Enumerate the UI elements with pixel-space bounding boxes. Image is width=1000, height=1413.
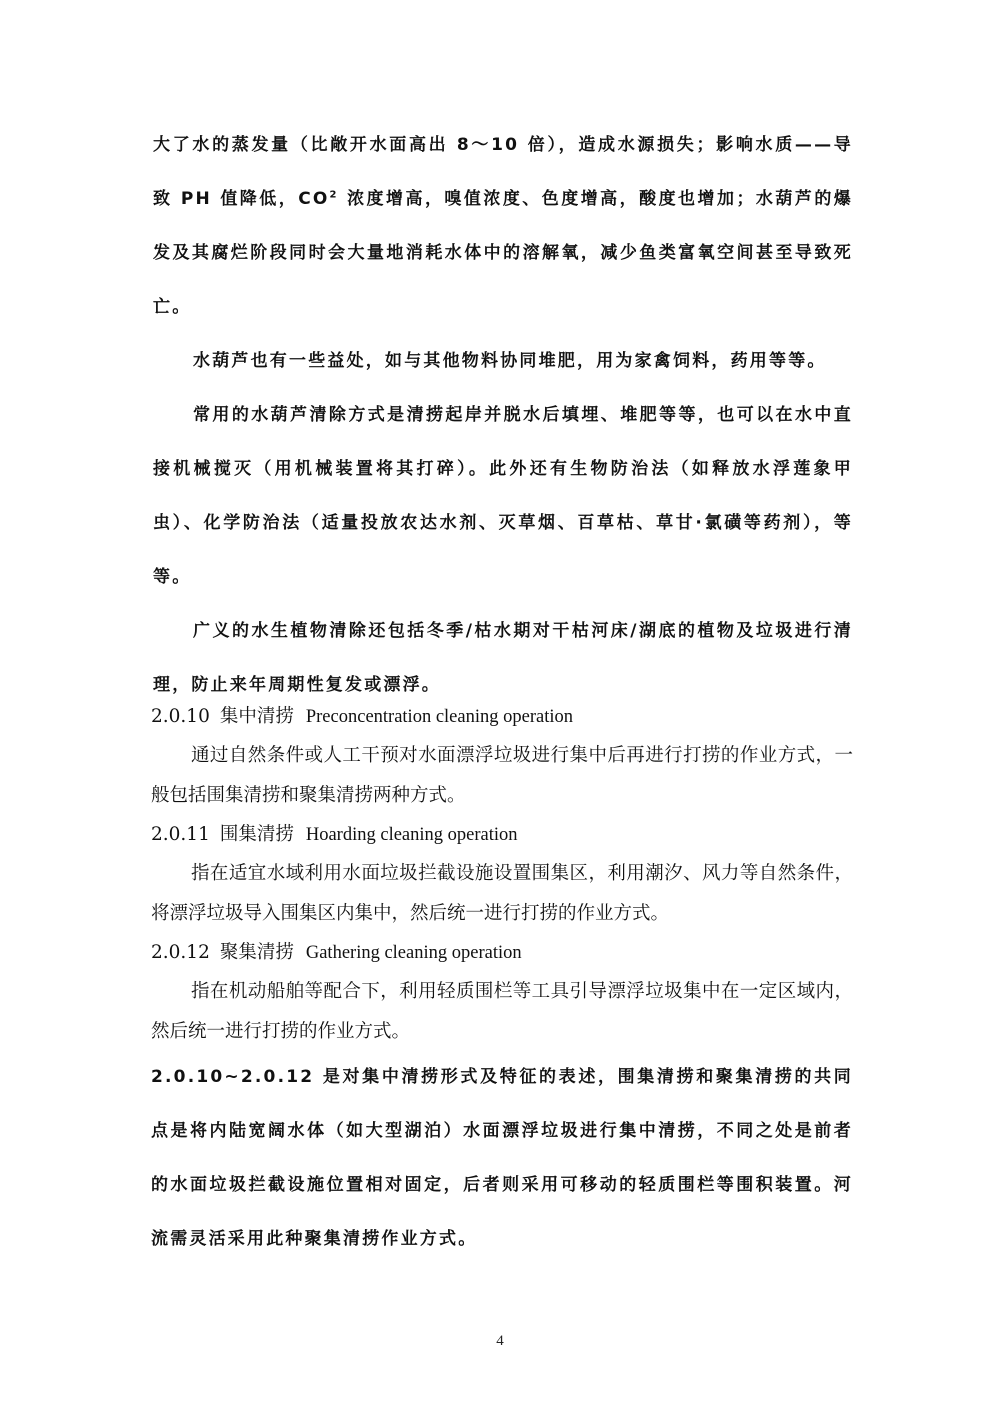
clause-number: 2.0.12 bbox=[151, 942, 210, 963]
clause-heading bbox=[151, 698, 853, 736]
clause-term: 聚集清捞 bbox=[219, 942, 294, 963]
explanation-paragraph-1 bbox=[153, 118, 853, 334]
clause-term: 围集清捞 bbox=[219, 824, 294, 845]
explanation-paragraph-4: 广义的水生植物清除还包括冬季/枯水期对干枯河床/湖底的植物及垃圾进行清理，防止来年周期性复发或漂浮。 bbox=[153, 621, 853, 695]
clauses-block bbox=[151, 698, 853, 1052]
clause-number: 2.0.11 bbox=[151, 824, 210, 845]
clause-definition: 指在适宜水域利用水面垃圾拦截设施设置围集区，利用潮汐、风力等自然条件，将漂浮垃圾导入围集区内集中，然后统一进行打捞的作业方式。 bbox=[151, 863, 853, 924]
page-number: 4 bbox=[496, 1333, 504, 1349]
explanation-paragraph-2: 水葫芦也有一些益处，如与其他物料协同堆肥，用为家禽饲料，药用等等。 bbox=[193, 351, 827, 371]
superscript: 2 bbox=[329, 189, 339, 201]
clause-term-english: Hoarding cleaning operation bbox=[305, 825, 518, 845]
explanation-paragraph-3: 常用的水葫芦清除方式是清捞起岸并脱水后填埋、堆肥等等，也可以在水中直接机械搅灭（用机械装置将其打碎）。此外还有生物防治法（如释放水浮莲象甲虫）、化学防治法（适量投放农达水剂、灭草烟、百草枯、草甘·氯磺等药剂），等等。 bbox=[153, 405, 853, 587]
clause-heading bbox=[151, 934, 853, 972]
clause-definition: 通过自然条件或人工干预对水面漂浮垃圾进行集中后再进行打捞的作业方式，一般包括围集清捞和聚集清捞两种方式。 bbox=[151, 745, 853, 806]
clause-definition: 指在机动船舶等配合下，利用轻质围栏等工具引导漂浮垃圾集中在一定区域内，然后统一进行打捞的作业方式。 bbox=[151, 981, 853, 1042]
paragraph-text: 浓度增高，嗅值浓度、色度增高，酸度也增加；水葫芦的爆发及其腐烂阶段同时会大量地消耗水体中的溶解氧，减少鱼类富氧空间甚至导致死亡。 bbox=[153, 189, 853, 317]
explanation-block-2 bbox=[151, 1050, 853, 1266]
clause-term-english: Preconcentration cleaning operation bbox=[305, 707, 573, 727]
explanation-block-1 bbox=[153, 118, 853, 712]
clause-term-english: Gathering cleaning operation bbox=[305, 943, 522, 963]
clause-number: 2.0.10 bbox=[151, 706, 210, 727]
clause-heading bbox=[151, 816, 853, 854]
explanation-paragraph-5: 2.0.10~2.0.12 是对集中清捞形式及特征的表述，围集清捞和聚集清捞的共同点是将内陆宽阔水体（如大型湖泊）水面漂浮垃圾进行集中清捞，不同之处是前者的水面垃圾拦截设施位置相对固定，后者则采用可移动的轻质围栏等围积装置。河流需灵活采用此种聚集清捞作业方式。 bbox=[151, 1067, 853, 1249]
clause-term: 集中清捞 bbox=[219, 706, 294, 727]
paragraph-text: 大了水的蒸发量（比敞开水面高出 8～10 倍），造成水源损失；影响水质——导致 PH 值降低，CO bbox=[153, 135, 853, 209]
